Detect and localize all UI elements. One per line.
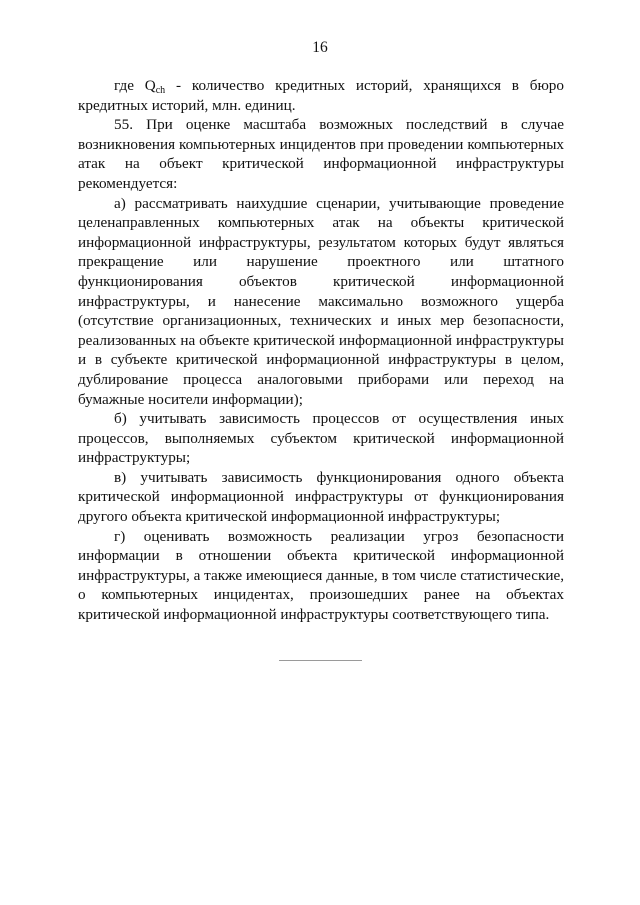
item-v: в) учитывать зависимость функционирования одного объекта критической информационной инфраструктуры от функционирования другого объекта критической информационной инфраструктуры; [78, 468, 564, 526]
item-g: г) оценивать возможность реализации угроз безопасности информации в отношении объекта критической информационной инфраструктуры, а также имеющиеся данные, в том числе статистические, о компьютерных инцидентах, произошедших ранее на объектах критической информационной инфраструктуры соответствующего типа. [78, 527, 564, 624]
paragraph-55: 55. При оценке масштаба возможных последствий в случае возникновения компьютерных инцидентов при проведении компьютерных атак на объект критической информационной инфраструктуры рекомендуется: [78, 116, 564, 192]
item-b: б) учитывать зависимость процессов от осуществления иных процессов, выполняемых субъектом критической информационной инфраструктуры; [78, 410, 564, 467]
formula-explanation [78, 76, 564, 115]
formula-prefix: где Q [114, 77, 156, 94]
document-body [78, 76, 564, 625]
item-a: а) рассматривать наихудшие сценарии, учитывающие проведение целенаправленных компьютерных атак на объекты критической информационной инфраструктуры, результатом которых будут являться прекращение или нарушение проектного или штатного функционирования объектов критической информационной инфраструктуры, и нанесение максимально возможного ущерба (отсутствие организационных, технических и иных мер безопасности, реализованных на объекте критической информационной инфраструктуры и в субъекте критической информационной инфраструктуры в целом, дублирование процесса аналоговыми приборами или переход на бумажные носители информации); [78, 194, 564, 408]
formula-subscript: ch [155, 85, 166, 96]
formula-description: - количество кредитных историй, хранящихся в бюро кредитных историй, млн. единиц. [78, 77, 564, 114]
page-number: 16 [312, 39, 328, 56]
end-of-text-divider [279, 660, 362, 661]
